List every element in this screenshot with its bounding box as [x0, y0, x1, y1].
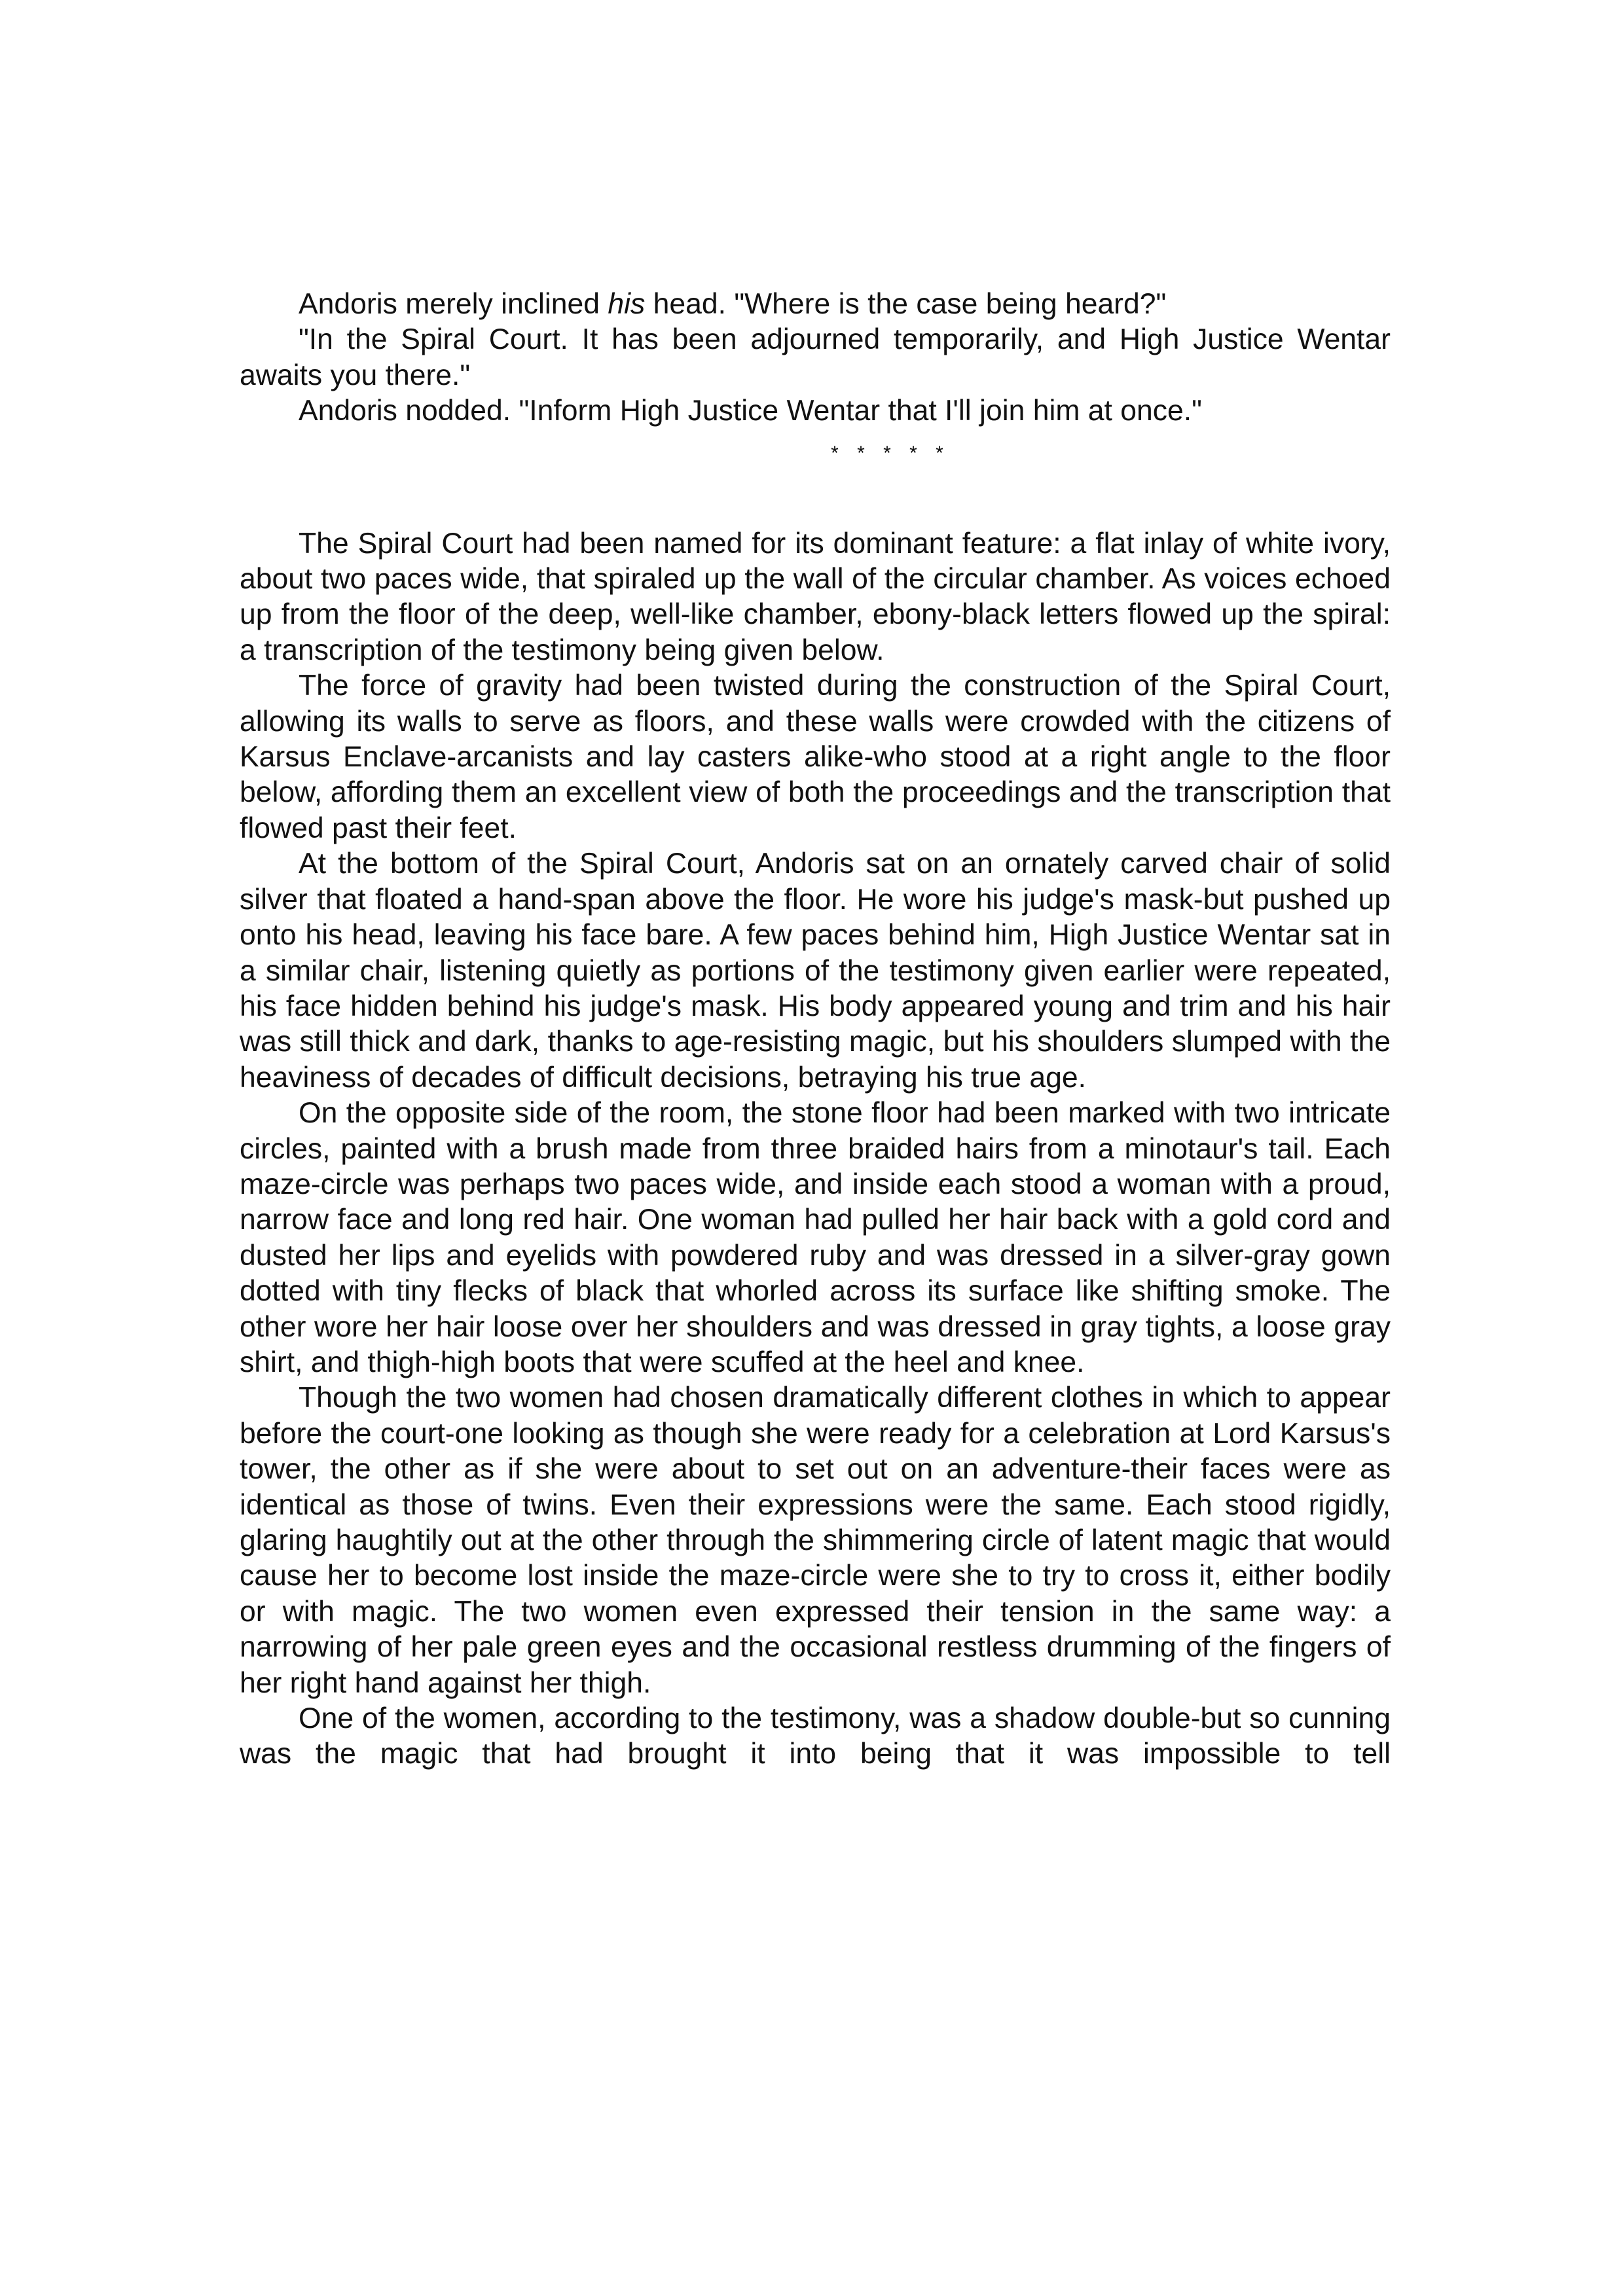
- paragraph-spiral-court-reply: "In the Spiral Court. It has been adjourned temporarily, and High Justice Wentar awaits you there.": [240, 323, 1391, 391]
- page-body: [240, 287, 1391, 1772]
- paragraph-andoris-nodded: Andoris nodded. "Inform High Justice Wentar that I'll join him at once.": [299, 395, 1202, 427]
- paragraph-maze-circles: On the opposite side of the room, the stone floor had been marked with two intricate circles, painted with a brush made from three braided hairs from a minotaur's tail. Each maze-circle was perhaps two paces wide, and inside each stood a woman with a proud, narrow face and long red hair. One woman had pulled her hair back with a gold cord and dusted her lips and eyelids with powdered ruby and was dressed in a silver-gray gown dotted with tiny flecks of black that whorled across its surface like shifting smoke. The other wore her hair loose over her shoulders and was dressed in gray tights, a loose gray shirt, and thigh-high boots that were scuffed at the heel and knee.: [240, 1097, 1391, 1378]
- scene-break: * * * * *: [831, 442, 950, 464]
- paragraph-andoris-silver-chair: At the bottom of the Spiral Court, Andoris sat on an ornately carved chair of solid silver that floated a hand-span above the floor. He wore his judge's mask-but pushed up onto his head, leaving his face bare. A few paces behind him, High Justice Wentar sat in a similar chair, listening quietly as portions of the testimony given earlier were repeated, his face hidden behind his judge's mask. His body appeared young and trim and his hair was still thick and dark, thanks to age-resisting magic, but his shoulders slumped with the heaviness of decades of difficult decisions, betraying his true age.: [240, 848, 1391, 1094]
- paragraph-andoris-inclined: [240, 287, 1391, 322]
- text-run: Andoris merely inclined: [299, 288, 608, 320]
- paragraph-gravity-twisted: The force of gravity had been twisted during the construction of the Spiral Court, allowing its walls to serve as floors, and these walls were crowded with the citizens of Karsus Enclave-arcanists and lay casters alike-who stood at a right angle to the floor below, affording them an excellent view of both the proceedings and the transcription that flowed past their feet.: [240, 670, 1391, 844]
- paragraph-spiral-court-description: The Spiral Court had been named for its dominant feature: a flat inlay of white ivory, about two paces wide, that spiraled up the wall of the circular chamber. As voices echoed up from the floor of the deep, well-like chamber, ebony-black letters flowed up the spiral: a transcription of the testimony being given below.: [240, 527, 1391, 666]
- italic-word: his: [608, 288, 646, 320]
- paragraph-shadow-double: One of the women, according to the testimony, was a shadow double-but so cunning was the magic that had brought it into being that it was impossible to tell: [240, 1702, 1391, 1770]
- paragraph-identical-women: Though the two women had chosen dramatically different clothes in which to appear before the court-one looking as though she were ready for a celebration at Lord Karsus's tower, the other as if she were about to set out on an adventure-their faces were as identical as those of twins. Even their expressions were the same. Each stood rigidly, glaring haughtily out at the other through the shimmering circle of latent magic that would cause her to become lost inside the maze-circle were she to try to cross it, either bodily or with magic. The two women even expressed their tension in the same way: a narrowing of her pale green eyes and the occasional restless drumming of the fingers of her right hand against her thigh.: [240, 1382, 1391, 1699]
- text-run: head. "Where is the case being heard?": [645, 288, 1167, 320]
